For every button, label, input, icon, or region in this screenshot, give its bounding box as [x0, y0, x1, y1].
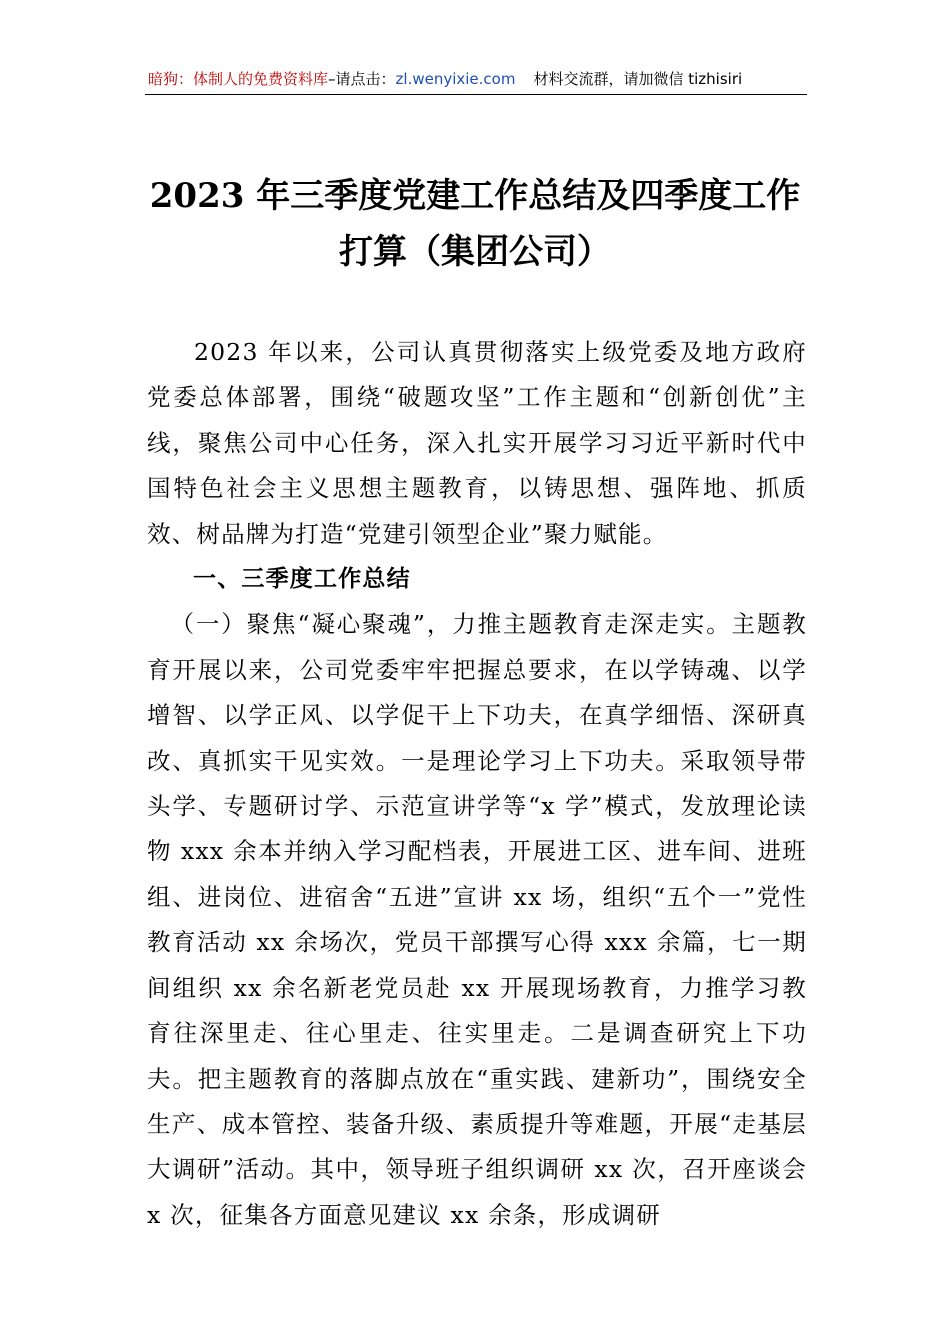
header-contact: 材料交流群，请加微信 tizhisiri [533, 70, 743, 88]
intro-paragraph: 2023 年以来，公司认真贯彻落实上级党委及地方政府党委总体部署，围绕“破题攻坚”工作主题和“创新创优”主线，聚焦公司中心任务，深入扎实开展学习习近平新时代中国特色社会主义思想主题教育，以铸思想、强阵地、抓质效、树品牌为打造“党建引领型企业”聚力赋能。 [147, 338, 807, 548]
header-click-prompt: –请点击： [328, 70, 396, 88]
section-heading: 一、三季度工作总结 [193, 566, 411, 593]
header-url-link[interactable]: zl.wenyixie.com [395, 70, 516, 88]
header-divider [145, 94, 807, 95]
header-brand: 暗狗：体制人的免费资料库 [148, 70, 329, 88]
title-line-1: 2023 年三季度党建工作总结及四季度工作 [149, 176, 801, 216]
document-body [147, 330, 807, 1238]
document-title [100, 168, 850, 280]
title-line-2: 打算（集团公司） [339, 232, 611, 272]
body-paragraph: （一）聚焦“凝心聚魂”，力推主题教育走深走实。主题教育开展以来，公司党委牢牢把握总要求，在以学铸魂、以学增智、以学正风、以学促干上下功夫，在真学细悟、深研真改、真抓实干见实效。一是理论学习上下功夫。采取领导带头学、专题研讨学、示范宣讲学等“x 学”模式，发放理论读物 xxx 余本并纳入学习配档表，开展进工区、进车间、进班组、进岗位、进宿舍“五进”宣讲 xx 场，组织“五个一”党性教育活动 xx 余场次，党员干部撰写心得 xxx 余篇，七一期间组织 xx 余名新老党员赴 xx 开展现场教育，力推学习教育往深里走、往心里走、往实里走。二是调查研究上下功夫。把主题教育的落脚点放在“重实践、建新功”，围绕安全生产、成本管控、装备升级、素质提升等难题，开展“走基层大调研”活动。其中，领导班子组织调研 xx 次，召开座谈会 x 次，征集各方面意见建议 xx 余条，形成调研 [147, 610, 807, 1229]
page-header [148, 68, 808, 89]
